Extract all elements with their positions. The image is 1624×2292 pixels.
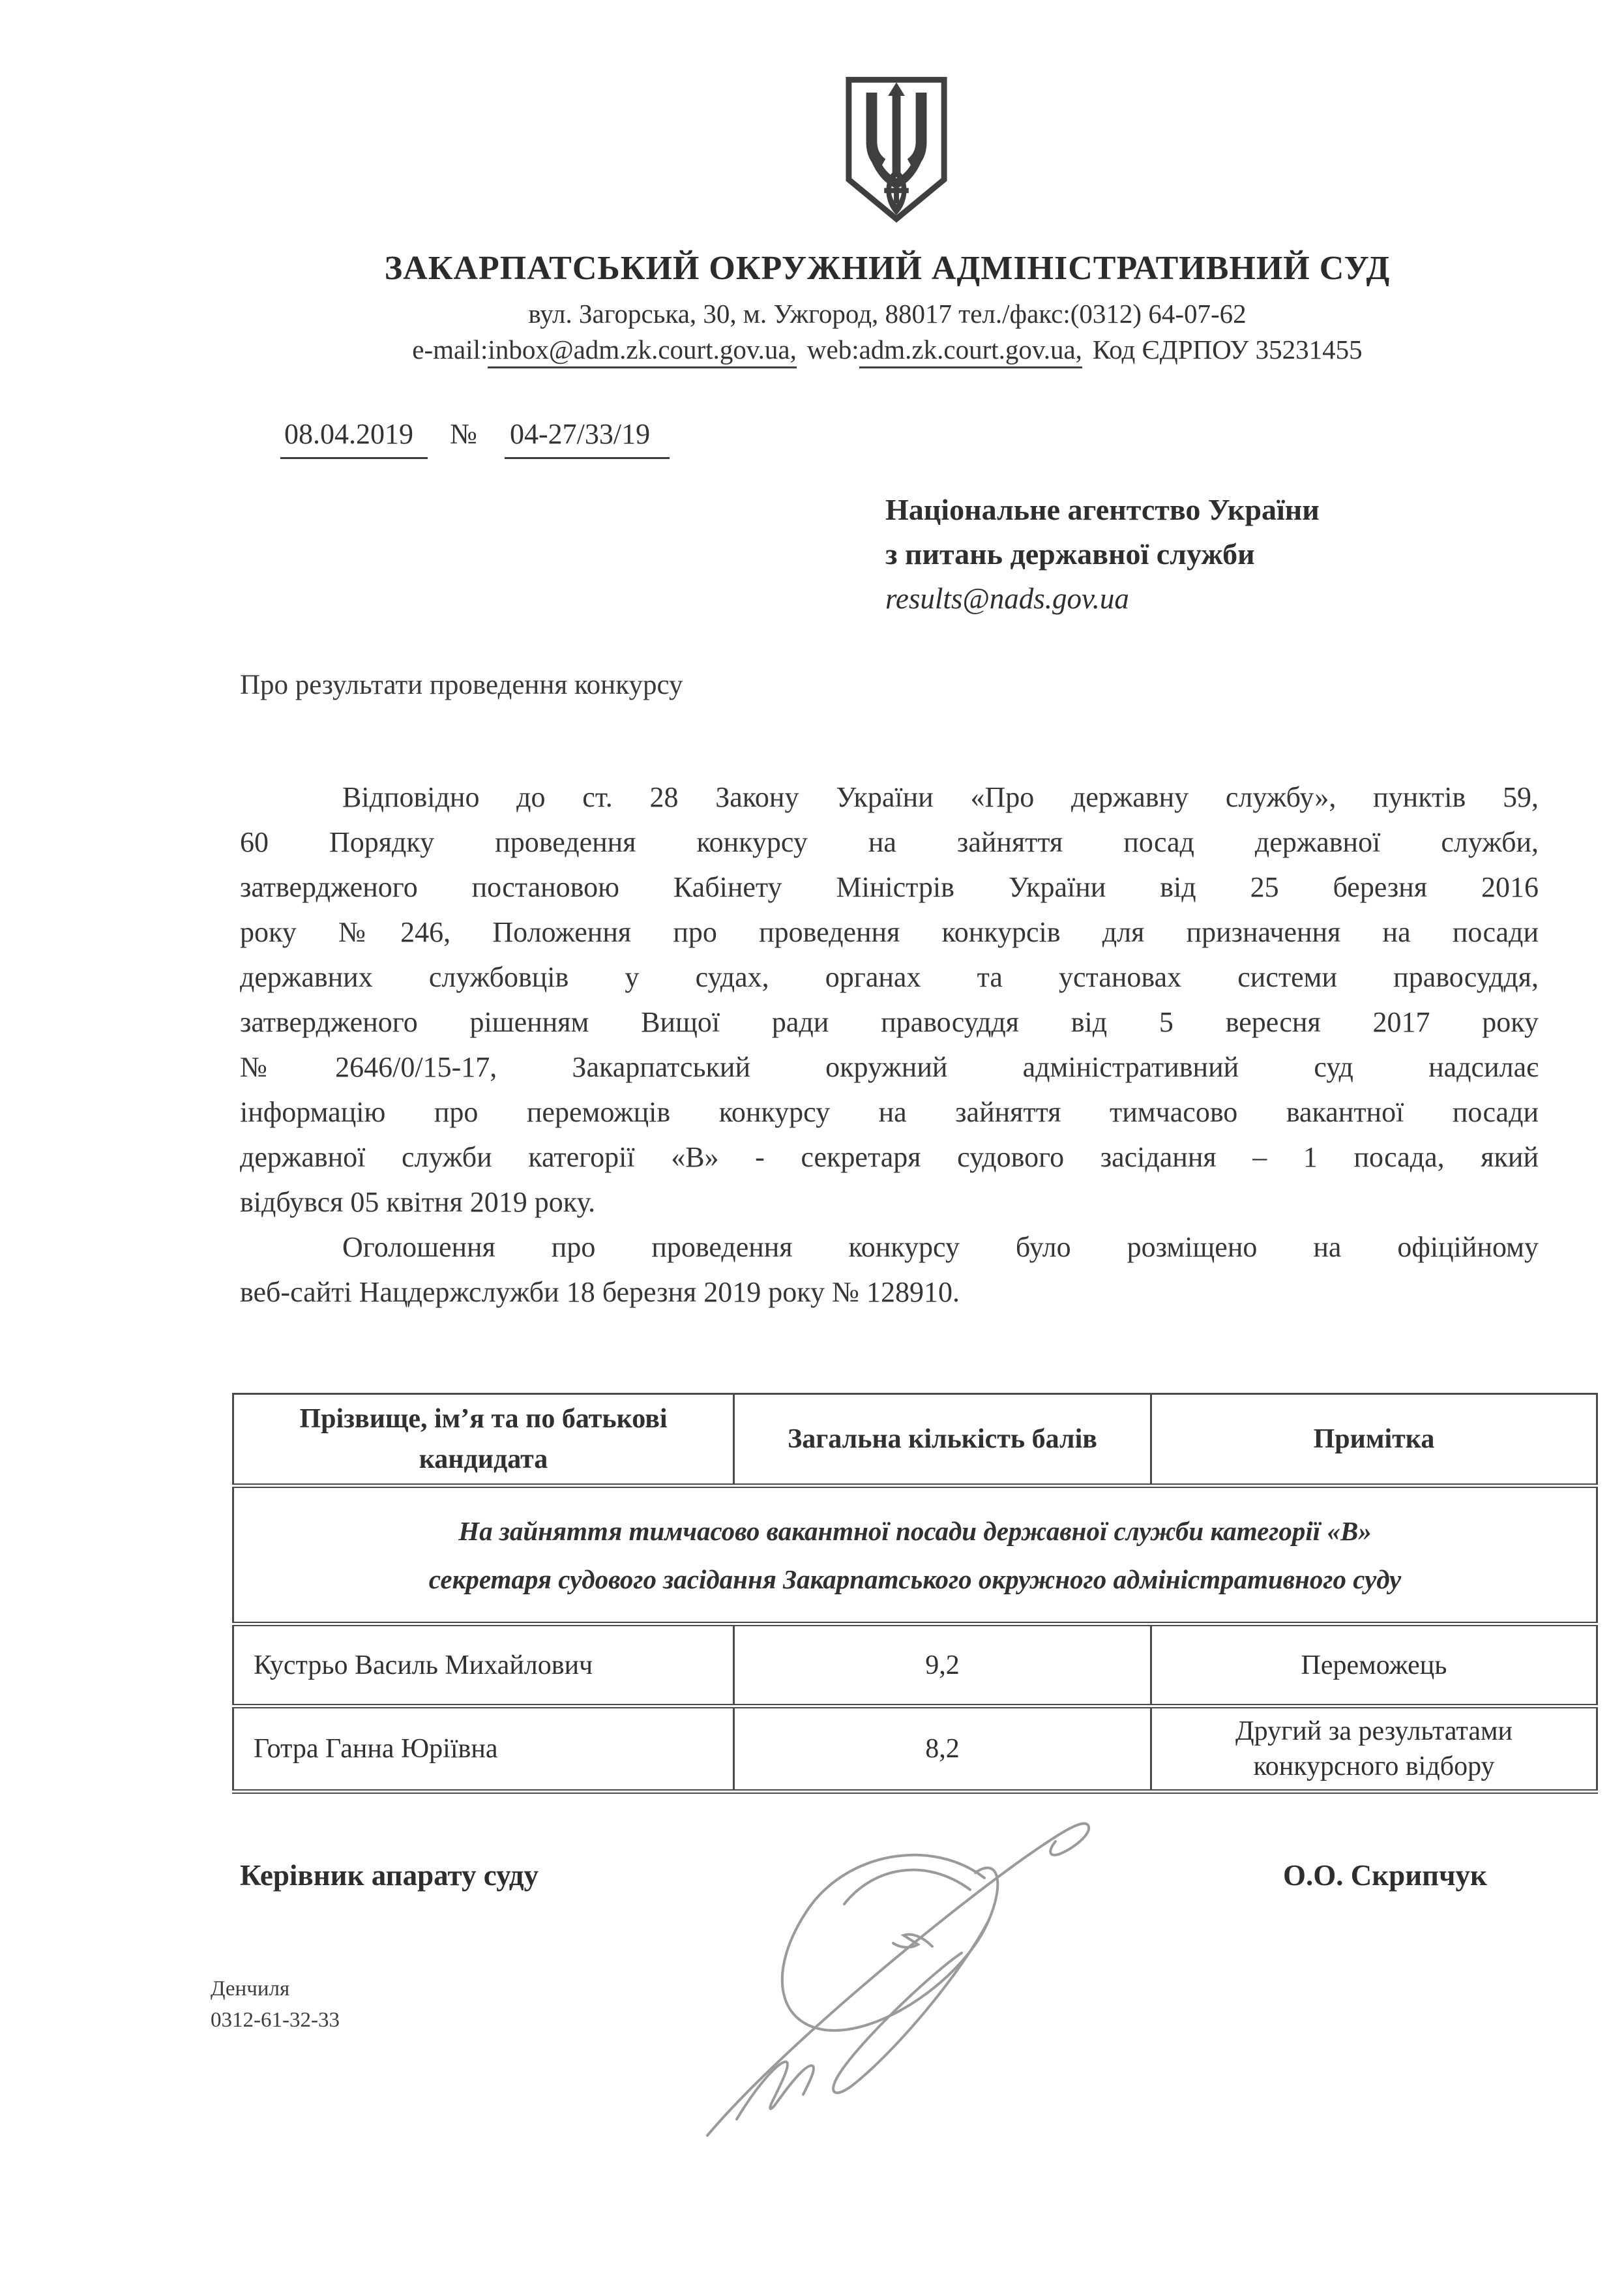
handwritten-signature [658, 1780, 1128, 2162]
paragraph-2 [240, 1225, 1539, 1315]
text-line: На зайняття тимчасово вакантної посади державної служби категорії «В» [458, 1515, 1372, 1546]
recipient-line-2: з питань державної служби [885, 537, 1255, 571]
paragraph-1 [240, 775, 1539, 1225]
web-label: web: [806, 335, 859, 365]
doc-number: 04-27/33/19 [505, 417, 670, 459]
table-section-row [233, 1486, 1597, 1624]
text-line: Оголошення про проведення конкурсу було розміщено на офіційному [342, 1231, 1539, 1263]
recipient-block [885, 488, 1320, 621]
candidate-note: Другий за результатами конкурсного відбору [1151, 1706, 1597, 1792]
body-text [240, 775, 1539, 1315]
executor-block [211, 1973, 340, 2036]
email-label: e-mail: [412, 335, 488, 365]
contact-line [151, 333, 1624, 366]
executor-phone: 0312-61-32-33 [211, 2008, 340, 2032]
candidate-score: 9,2 [734, 1624, 1151, 1706]
text-line: року №246, Положення про проведення конкурсів для призначення на посади [240, 916, 1539, 948]
number-sign: № [450, 418, 477, 450]
letterhead [151, 249, 1624, 366]
text-line: №2646/0/15-17, Закарпатський окружний адміністративний суд надсилає [240, 1051, 1539, 1083]
text-line: веб-сайті Нацдержслужби 18 березня 2019 року № 128910. [240, 1276, 960, 1308]
table-header-row [233, 1394, 1597, 1486]
recipient-line-1: Національне агентство України [885, 493, 1320, 526]
text-line: 60 Порядку проведення конкурсу на зайняття посад державної служби, [240, 826, 1539, 858]
text-line: державної служби категорії «В» - секретаря судового засідання – 1 посада, який [240, 1141, 1539, 1173]
section-title [233, 1486, 1597, 1624]
web-value: adm.zk.court.gov.ua, [859, 335, 1082, 368]
header-candidate: Прізвище, ім’я та по батькові кандидата [233, 1394, 734, 1486]
executor-name: Денчиля [211, 1977, 290, 2001]
table-row [233, 1624, 1597, 1706]
doc-date: 08.04.2019 [280, 417, 428, 459]
text-line: відбувся 05 квітня 2019 року. [240, 1186, 596, 1218]
email-value: inbox@adm.zk.court.gov.ua, [488, 335, 796, 368]
subject-line: Про результати проведення конкурсу [240, 670, 683, 700]
address-line: вул. Загорська, 30, м. Ужгород, 88017 тел./факс:(0312) 64-07-62 [528, 299, 1247, 329]
candidate-score: 8,2 [734, 1706, 1151, 1792]
edrpou-code: Код ЄДРПОУ 35231455 [1092, 335, 1363, 365]
text-line: державних службовців у судах, органах та установах системи правосуддя, [240, 961, 1539, 993]
table-row [233, 1706, 1597, 1792]
results-table [232, 1393, 1598, 1794]
candidate-name: Кустрьо Василь Михайлович [233, 1624, 734, 1706]
header-note: Примітка [1151, 1394, 1597, 1486]
text-line: інформацію про переможців конкурсу на зайняття тимчасово вакантної посади [240, 1096, 1539, 1128]
trident-emblem-icon [843, 74, 950, 224]
text-line: затвердженого рішенням Вищої ради правосуддя від 5 вересня 2017 року [240, 1006, 1539, 1038]
signer-name: О.О. Скрипчук [1283, 1859, 1487, 1892]
text-line: секретаря судового засідання Закарпатського окружного адміністративного суду [428, 1564, 1402, 1594]
candidate-name: Готра Ганна Юріївна [233, 1706, 734, 1792]
reference-line [280, 417, 670, 459]
header-score: Загальна кількість балів [734, 1394, 1151, 1486]
court-name: ЗАКАРПАТСЬКИЙ ОКРУЖНИЙ АДМІНІСТРАТИВНИЙ СУД [384, 250, 1391, 287]
signer-position: Керівник апарату суду [240, 1859, 539, 1892]
recipient-email: results@nads.gov.ua [885, 582, 1129, 615]
text-line: затвердженого постановою Кабінету Міністрів України від 25 березня 2016 [240, 871, 1539, 903]
text-line: Відповідно до ст. 28 Закону України «Про державну службу», пунктів 59, [342, 781, 1539, 813]
candidate-note: Переможець [1151, 1624, 1597, 1706]
